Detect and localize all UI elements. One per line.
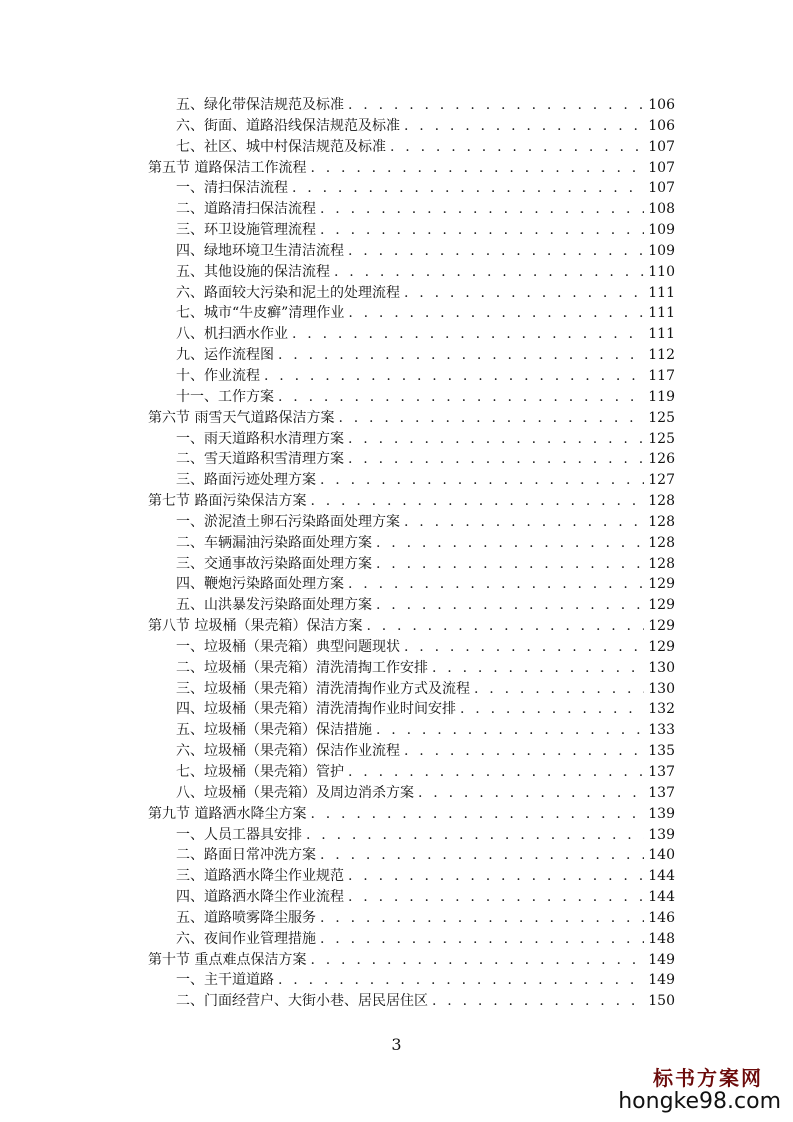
toc-entry-title: 第七节 路面污染保洁方案 [148,493,307,510]
toc-dot-leader [404,637,644,658]
toc-subsection-entry [0,95,793,116]
toc-subsection-entry [0,554,793,575]
toc-subsection-entry [0,825,793,846]
toc-subsection-entry [0,908,793,929]
toc-entry-page: 148 [648,930,675,947]
toc-entry-page: 128 [648,493,675,510]
toc-entry-title: 五、山洪暴发污染路面处理方案 [176,597,372,614]
toc-dot-leader [278,970,644,991]
toc-entry-title: 四、绿地环境卫生清洁流程 [176,242,344,259]
toc-subsection-entry [0,741,793,762]
toc-dot-leader [432,658,644,679]
toc-subsection-entry [0,345,793,366]
toc-subsection-entry [0,637,793,658]
toc-subsection-entry [0,366,793,387]
toc-entry-page: 108 [648,201,675,218]
toc-subsection-entry [0,220,793,241]
toc-entry-title: 五、垃圾桶（果壳箱）保洁措施 [176,722,372,739]
toc-entry-page: 117 [648,367,675,384]
toc-dot-leader [474,679,644,700]
toc-dot-leader [320,470,644,491]
toc-dot-leader [348,95,644,116]
toc-entry-page: 139 [648,805,675,822]
toc-entry-title: 十、作业流程 [176,367,260,384]
toc-dot-leader [376,554,644,575]
toc-dot-leader [320,199,644,220]
toc-subsection-entry [0,783,793,804]
toc-dot-leader [310,158,644,179]
toc-entry-title: 五、其他设施的保洁流程 [176,263,330,280]
toc-dot-leader [320,929,644,950]
toc-subsection-entry [0,658,793,679]
toc-entry-title: 三、交通事故污染路面处理方案 [176,555,372,572]
toc-section-entry [0,408,793,429]
toc-subsection-entry [0,533,793,554]
toc-subsection-entry [0,720,793,741]
toc-entry-page: 139 [648,826,675,843]
toc-entry-page: 144 [648,889,675,906]
toc-dot-leader [348,241,644,262]
toc-dot-leader [348,429,644,450]
toc-entry-page: 111 [648,326,675,343]
toc-subsection-entry [0,991,793,1012]
toc-dot-leader [264,366,644,387]
toc-entry-title: 三、路面污迹处理方案 [176,472,316,489]
toc-dot-leader [348,762,644,783]
toc-entry-page: 140 [648,847,675,864]
toc-entry-title: 八、垃圾桶（果壳箱）及周边消杀方案 [176,784,414,801]
toc-entry-title: 三、垃圾桶（果壳箱）清洗清掏作业方式及流程 [176,680,470,697]
toc-section-entry [0,158,793,179]
toc-entry-title: 六、垃圾桶（果壳箱）保洁作业流程 [176,743,400,760]
toc-subsection-entry [0,303,793,324]
toc-subsection-entry [0,845,793,866]
toc-entry-title: 六、街面、道路沿线保洁规范及标准 [176,117,400,134]
toc-entry-title: 第六节 雨雪天气道路保洁方案 [148,409,335,426]
toc-entry-page: 125 [648,430,675,447]
toc-entry-page: 109 [648,242,675,259]
toc-subsection-entry [0,970,793,991]
toc-dot-leader [432,991,644,1012]
toc-entry-title: 三、环卫设施管理流程 [176,222,316,239]
toc-subsection-entry [0,387,793,408]
toc-entry-title: 六、路面较大污染和泥土的处理流程 [176,284,400,301]
toc-subsection-entry [0,137,793,158]
toc-subsection-entry [0,595,793,616]
toc-subsection-entry [0,262,793,283]
toc-subsection-entry [0,512,793,533]
toc-entry-page: 127 [648,472,675,489]
toc-dot-leader [320,845,644,866]
toc-entry-title: 一、垃圾桶（果壳箱）典型问题现状 [176,638,400,655]
toc-subsection-entry [0,699,793,720]
toc-section-entry [0,804,793,825]
toc-entry-title: 四、道路洒水降尘作业流程 [176,889,344,906]
toc-entry-title: 四、垃圾桶（果壳箱）清洗清掏作业时间安排 [176,701,456,718]
toc-entry-page: 119 [648,388,675,405]
toc-subsection-entry [0,470,793,491]
toc-entry-page: 106 [648,97,675,113]
toc-entry-title: 第五节 道路保洁工作流程 [148,159,307,176]
toc-dot-leader [348,866,644,887]
toc-dot-leader [376,533,644,554]
toc-entry-title: 五、道路喷雾降尘服务 [176,909,316,926]
toc-entry-page: 110 [648,263,675,280]
toc-entry-page: 111 [648,284,675,301]
toc-subsection-entry [0,574,793,595]
toc-dot-leader [366,616,644,637]
toc-subsection-entry [0,887,793,908]
toc-entry-title: 二、车辆漏油污染路面处理方案 [176,534,372,551]
toc-entry-title: 二、路面日常冲洗方案 [176,847,316,864]
toc-entry-title: 第九节 道路洒水降尘方案 [148,805,307,822]
toc-dot-leader [278,387,644,408]
toc-dot-leader [310,804,644,825]
toc-dot-leader [348,574,644,595]
toc-entry-title: 九、运作流程图 [176,347,274,364]
toc-subsection-entry [0,116,793,137]
toc-dot-leader [292,324,644,345]
toc-entry-page: 128 [648,513,675,530]
toc-entry-page: 126 [648,451,675,468]
toc-entry-title: 五、绿化带保洁规范及标准 [176,97,344,113]
toc-entry-page: 130 [648,680,675,697]
toc-dot-leader [404,741,644,762]
watermark [618,1062,781,1114]
toc-entry-title: 二、垃圾桶（果壳箱）清洗清掏工作安排 [176,659,428,676]
toc-entry-title: 四、鞭炮污染路面处理方案 [176,576,344,593]
toc-entry-page: 112 [648,347,675,364]
toc-dot-leader [418,783,644,804]
toc-dot-leader [390,137,644,158]
toc-dot-leader [310,950,644,971]
toc-entry-page: 111 [648,305,675,322]
toc-subsection-entry [0,283,793,304]
toc-section-entry [0,491,793,512]
toc-dot-leader [348,887,644,908]
toc-entry-title: 一、淤泥渣土卵石污染路面处理方案 [176,513,400,530]
toc-dot-leader [320,908,644,929]
toc-entry-title: 一、主干道道路 [176,972,274,989]
toc-entry-title: 第八节 垃圾桶（果壳箱）保洁方案 [148,618,363,635]
toc-subsection-entry [0,866,793,887]
toc-subsection-entry [0,178,793,199]
toc-subsection-entry [0,241,793,262]
watermark-url: hongke98.com [618,1089,781,1114]
toc-entry-page: 107 [648,180,675,197]
toc-entry-title: 七、垃圾桶（果壳箱）管护 [176,764,344,780]
toc-entry-page: 128 [648,534,675,551]
toc-entry-page: 109 [648,222,675,239]
toc-subsection-entry [0,324,793,345]
toc-entry-page: 149 [648,951,675,968]
toc-dot-leader [376,595,644,616]
toc-subsection-entry [0,929,793,950]
toc-subsection-entry [0,762,793,783]
toc-entry-page: 146 [648,909,675,926]
toc-entry-title: 一、人员工器具安排 [176,826,302,843]
toc-dot-leader [278,345,644,366]
toc-entry-page: 150 [648,993,675,1010]
toc-section-entry [0,616,793,637]
toc-dot-leader [320,220,644,241]
toc-entry-page: 125 [648,409,675,426]
table-of-contents [0,95,793,1012]
toc-entry-page: 128 [648,555,675,572]
toc-entry-page: 107 [648,138,675,155]
toc-entry-page: 135 [648,743,675,760]
toc-entry-title: 三、道路洒水降尘作业规范 [176,868,344,885]
toc-entry-page: 137 [648,784,675,801]
toc-dot-leader [306,825,644,846]
toc-subsection-entry [0,429,793,450]
toc-entry-title: 八、机扫洒水作业 [176,326,288,343]
toc-entry-title: 二、道路清扫保洁流程 [176,201,316,218]
toc-entry-page: 130 [648,659,675,676]
toc-entry-title: 第十节 重点难点保洁方案 [148,951,307,968]
toc-subsection-entry [0,199,793,220]
toc-dot-leader [348,449,644,470]
toc-dot-leader [404,283,644,304]
toc-entry-title: 七、社区、城中村保洁规范及标准 [176,138,386,155]
toc-entry-page: 129 [648,597,675,614]
toc-entry-title: 二、门面经营户、大街小巷、居民居住区 [176,993,428,1010]
toc-dot-leader [292,178,644,199]
toc-subsection-entry [0,679,793,700]
toc-section-entry [0,950,793,971]
toc-entry-title: 二、雪天道路积雪清理方案 [176,451,344,468]
toc-entry-title: 六、夜间作业管理措施 [176,930,316,947]
toc-entry-page: 106 [648,117,675,134]
toc-dot-leader [348,303,644,324]
toc-dot-leader [460,699,644,720]
toc-entry-page: 137 [648,764,675,780]
page-number: 3 [391,1035,402,1054]
toc-dot-leader [338,408,644,429]
toc-entry-page: 144 [648,868,675,885]
toc-entry-page: 129 [648,618,675,635]
toc-entry-page: 133 [648,722,675,739]
toc-dot-leader [404,512,644,533]
toc-entry-page: 129 [648,638,675,655]
toc-entry-page: 129 [648,576,675,593]
toc-entry-page: 149 [648,972,675,989]
toc-subsection-entry [0,449,793,470]
toc-entry-title: 十一、工作方案 [176,388,274,405]
toc-dot-leader [334,262,644,283]
toc-entry-page: 107 [648,159,675,176]
toc-entry-title: 一、雨天道路积水清理方案 [176,430,344,447]
toc-entry-title: 一、清扫保洁流程 [176,180,288,197]
toc-dot-leader [376,720,644,741]
toc-dot-leader [310,491,644,512]
toc-dot-leader [404,116,644,137]
toc-entry-title: 七、城市“牛皮癣”清理作业 [176,305,345,322]
watermark-title: 标书方案网 [653,1066,763,1090]
toc-entry-page: 132 [648,701,675,718]
